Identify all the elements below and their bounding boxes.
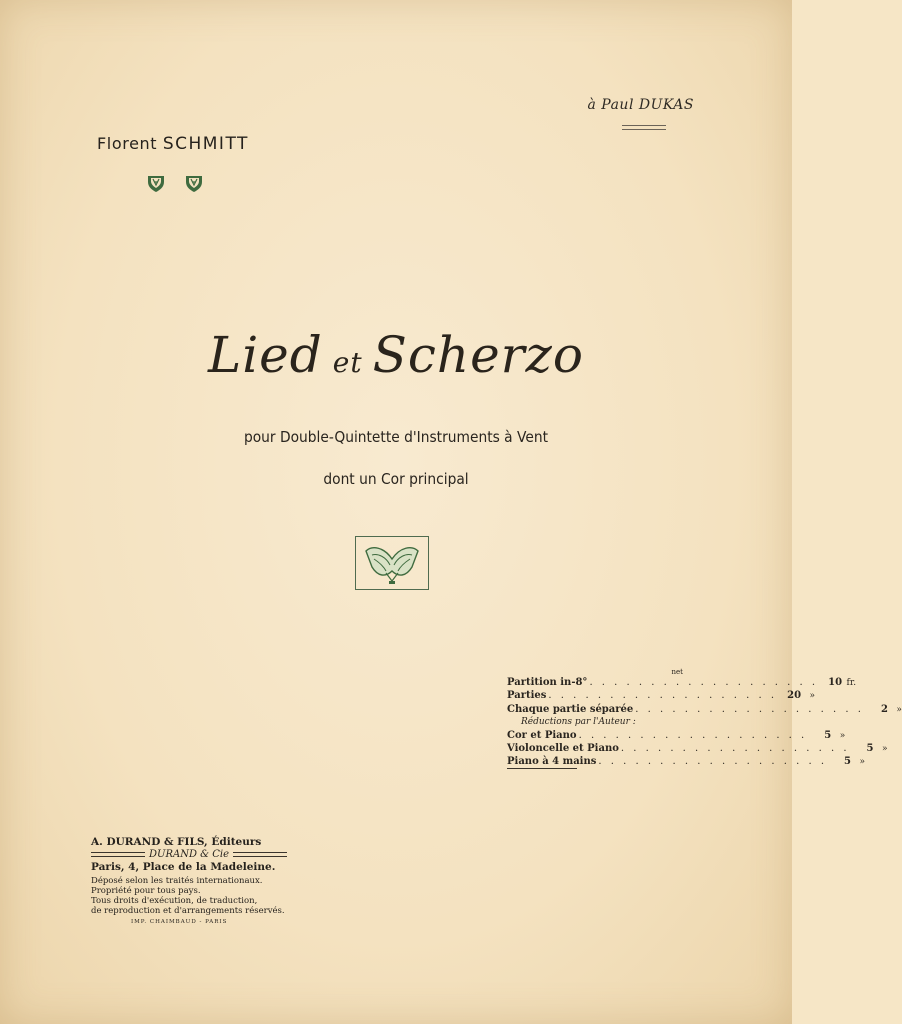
composer-surname: SCHMITT: [162, 134, 249, 154]
price-value: 5: [844, 756, 852, 768]
subtitle-line-2: dont un Cor principal: [323, 470, 469, 488]
publisher-address: Paris, 4, Place de la Madeleine.: [91, 861, 276, 873]
publisher-emblems: [146, 173, 204, 193]
leader-dots: . . . . . . . . . . . . . . . . . . .: [635, 703, 864, 715]
printer-imprint: IMP. CHAIMBAUD - PARIS: [131, 919, 228, 925]
title-conjunction: et: [332, 346, 363, 379]
publisher-block: [91, 836, 287, 925]
price-label: Cor et Piano: [507, 729, 577, 741]
price-row: [507, 743, 888, 756]
copyright-line: de reproduction et d'arrangements réservés.: [91, 906, 285, 916]
copyright-line: Déposé selon les traités internationaux.: [91, 876, 263, 886]
composer-first-name: Florent: [97, 134, 158, 153]
dedication-rule: [622, 125, 666, 130]
title-part-2: Scherzo: [372, 326, 585, 384]
reductions-label: Réductions par l'Auteur :: [521, 716, 636, 727]
price-unit: »: [882, 744, 888, 755]
leader-dots: . . . . . . . . . . . . . . . . . . .: [598, 756, 828, 768]
ornament-frame: [355, 536, 429, 590]
price-list: [507, 668, 902, 769]
dedication: à Paul DUKAS: [587, 97, 694, 113]
work-title: [0, 326, 792, 384]
price-label: Chaque partie séparée: [507, 703, 634, 715]
copyright-line: Propriété pour tous pays.: [91, 886, 201, 896]
price-row: [507, 690, 816, 703]
price-value: 5: [824, 729, 832, 741]
price-row: [507, 677, 857, 690]
price-value: 10: [828, 677, 843, 688]
publisher-successor-line: [91, 849, 287, 860]
ornament-icon: [356, 537, 428, 589]
leader-dots: . . . . . . . . . . . . . . . . . . .: [548, 690, 778, 702]
publisher-name: A. DURAND & FILS, Éditeurs: [91, 836, 262, 848]
decorative-bar: [91, 852, 145, 857]
price-row: [507, 729, 846, 743]
price-label: Violoncelle et Piano: [507, 743, 619, 755]
price-unit: fr.: [846, 678, 857, 688]
price-value: 20: [787, 690, 802, 702]
leader-dots: . . . . . . . . . . . . . . . . . . .: [589, 677, 819, 688]
copyright-line: Tous droits d'exécution, de traduction,: [91, 896, 258, 906]
leader-dots: . . . . . . . . . . . . . . . . . . .: [620, 743, 850, 755]
subtitle-line-1: pour Double-Quintette d'Instruments à Vent: [243, 428, 549, 446]
price-label: Parties: [507, 690, 547, 702]
price-value: 5: [866, 743, 874, 755]
price-row: [507, 703, 902, 717]
price-unit: »: [839, 730, 846, 741]
price-value: 2: [880, 703, 888, 715]
price-list-rule: [507, 768, 577, 769]
title-part-1: Lied: [207, 326, 323, 384]
price-unit: »: [859, 757, 866, 768]
net-label: net: [671, 668, 683, 676]
price-label: Piano à 4 mains: [507, 756, 597, 768]
price-unit: »: [809, 691, 816, 702]
price-label: Partition in-8°: [507, 677, 588, 688]
decorative-bar: [233, 852, 287, 857]
shield-emblem-icon: [184, 173, 204, 193]
composer-name: [97, 134, 249, 154]
leader-dots: . . . . . . . . . . . . . . . . . . .: [578, 729, 808, 741]
publisher-successor: DURAND & Cie: [149, 849, 229, 860]
price-unit: »: [896, 704, 902, 715]
copyright-notice: [91, 876, 287, 916]
shield-emblem-icon: [146, 173, 166, 193]
